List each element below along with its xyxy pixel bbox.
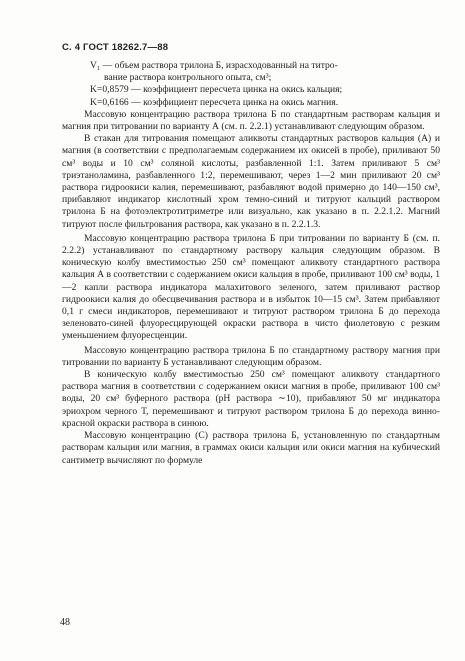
definition-v1 [62, 60, 440, 84]
paragraph-variant-a-intro: Массовую концентрацию раствора трилона Б по стандартным растворам кальция и магния при титровании по варианту А (см. п. 2.2.1) устанавливают следующим образом. [62, 108, 440, 133]
page-number: 48 [60, 617, 70, 628]
coefficient-k-calcium: K=0,8579 — коэффициент пересчета цинка на окись кальция; [90, 84, 343, 96]
paragraph-variant-b-magnesium-procedure: В коническую колбу вместимостью 250 см³ помещают аликвоту стандартного раствора магния в соответствии с содержанием окиси магния в пробе, приливают 100 см³ воды, 20 см³ буферного раствора (рН раствора ∼10), прибавляют 50 мг индикатора эриохром черного Т, перемешивают и титруют раствором трилона Б до перехода винно-красной окраски раствора в синюю. [62, 369, 440, 429]
coefficient-k-magnesium: K=0,6166 — коэффициент пересчета цинка на окись магния. [90, 96, 339, 108]
definition-v1-line2: вание раствора контрольного опыта, см³; [104, 72, 272, 84]
page-header: С. 4 ГОСТ 18262.7—88 [62, 42, 169, 53]
document-body [62, 60, 440, 467]
paragraph-variant-b-magnesium-intro: Массовую концентрацию раствора трилона Б по стандартному раствору магния при титровании по варианту Б устанавливают следующим образом. [62, 344, 440, 368]
paragraph-formula-intro: Массовую концентрацию (C) раствора трилона Б, установленную по стандартным растворам кальция или магния, в граммах окиси кальция или окиси магния на кубический сантиметр вычисляют по формуле [62, 430, 440, 466]
paragraph-variant-a-procedure: В стакан для титрования помещают аликвоты стандартных растворов кальция (А) и магния (в соответствии с предполагаемым содержанием их окисей в пробе), приливают 50 см³ воды и 10 см³ соляной кислоты, разбавленной 1:1. Затем приливают 5 см³ триэтаноламина, разбавленного 1:2, перемешивают, через 1—2 мин приливают 20 см³ раствора гидроокиси калия, перемешивают, разбавляют водой примерно до 140—150 см³, прибавляют индикатор кислотный хром темно-синий и титруют кальций раствором трилона Б на фотоэлектротитриметре или визуально, как указано в п. 2.2.1.2. Магний титруют после фильтрования раствора, как указано в п. 2.2.1.3. [62, 133, 440, 230]
definition-v1-line1: V₁ — объем раствора трилона Б, израсходованный на титро- [90, 60, 338, 71]
paragraph-variant-b-calcium: Массовую концентрацию раствора трилона Б при титровании по варианту Б (см. п. 2.2.2) устанавливают по стандартному раствору кальция следующим образом. В коническую колбу вместимостью 250 см³ помещают аликвоту стандартного раствора кальция А в соответствии с содержанием окиси кальция в пробе, приливают 100 см³ воды, 1—2 капли раствора индикатора малахитового зеленого, затем приливают раствор гидроокиси калия до обесцвечивания раствора и в избыток 10—15 см³. Затем прибавляют 0,1 г смеси индикаторов, перемешивают и титруют раствором трилона Б до перехода зеленовато-синей флуоресцирующей окраски раствора в чисто фиолетовую с резким уменьшением флуоресценции. [62, 232, 440, 342]
